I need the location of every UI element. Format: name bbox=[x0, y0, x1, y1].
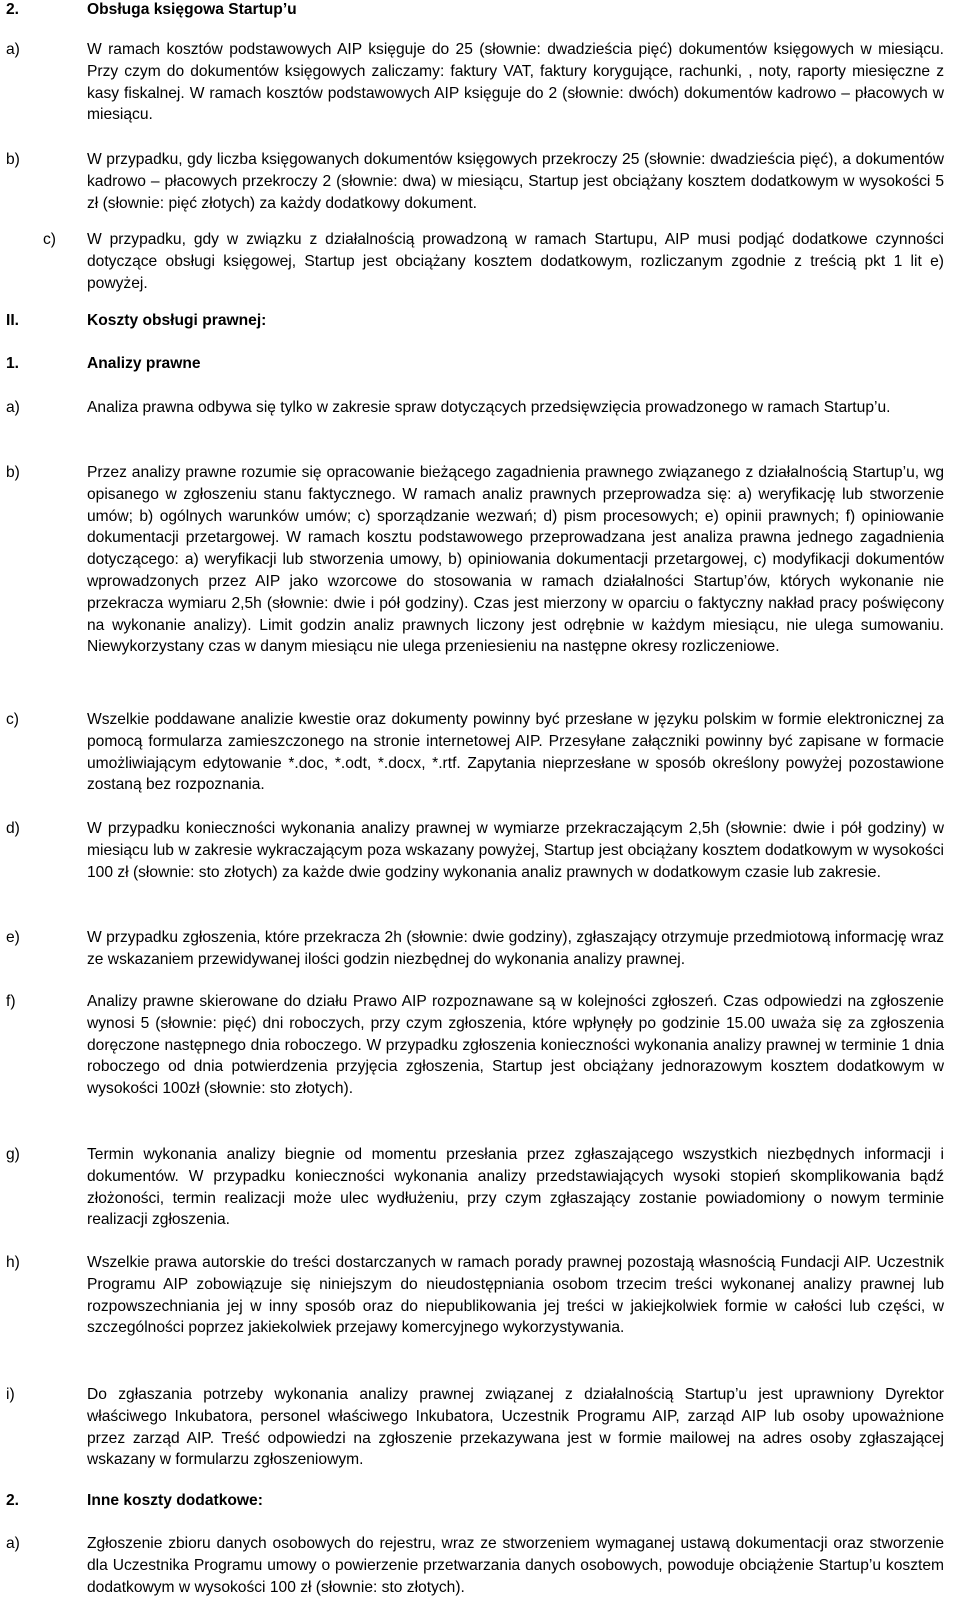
list-marker: a) bbox=[6, 1535, 20, 1552]
paragraph: Analiza prawna odbywa się tylko w zakresie spraw dotyczących przedsięwzięcia prowadzonego w ramach Startup’u. bbox=[87, 399, 891, 416]
paragraph: Do zgłaszania potrzeby wykonania analizy prawnej związanej z działalnością Startup’u jest uprawniony Dyrektor właściwego Inkubatora, personel właściwego Inkubatora, Uczestnik Programu AIP, zarząd AIP lub osoby upoważnione przez zarząd AIP. Treść odpowiedzi na zgłoszenie przekazywana jest w formie mailowej na adres osoby zgłaszającej wskazany w formularzu zgłoszeniowym. bbox=[87, 1386, 944, 1469]
list-marker: a) bbox=[6, 41, 20, 58]
paragraph: Analizy prawne skierowane do działu Prawo AIP rozpoznawane są w kolejności zgłoszeń. Czas odpowiedzi na zgłoszenie wynosi 5 (słownie: pięć) dni roboczych, przy czym zgłoszenia, które wpłynęły po godzinie 15.00 uważa się za zgłoszenia doręczone następnego dnia roboczego. W przypadku zgłoszenia konieczności wykonania analizy prawnej w terminie 1 dnia roboczego od dnia potwierdzenia przyjęcia zgłoszenia, Startup jest obciążany jednorazowym kosztem dodatkowym w wysokości 100zł (słownie: sto złotych). bbox=[87, 993, 944, 1098]
section-title: Koszty obsługi prawnej: bbox=[87, 312, 267, 329]
subsection-number: 2. bbox=[6, 1492, 20, 1509]
paragraph: W przypadku konieczności wykonania analizy prawnej w wymiarze przekraczającym 2,5h (słownie: dwie i pół godziny) w miesiącu lub w zakresie wykraczającym poza wskazany powyżej, Startup jest obciążany kosztem dodatkowym w wysokości 100 zł (słownie: sto złotych) za każde dwie godziny wykonania analiz prawnych w dodatkowym czasie lub zakresie. bbox=[87, 820, 944, 881]
paragraph: W ramach kosztów podstawowych AIP księguje do 25 (słownie: dwadzieścia pięć) dokumentów księgowych w miesiącu. Przy czym do dokumentów księgowych zaliczamy: faktury VAT, faktury korygujące, rachunki, , noty, raporty miesięczne z kasy fiskalnej. W ramach kosztów podstawowych AIP księguje do 2 (słownie: dwóch) dokumentów kadrowo – płacowych w miesiącu. bbox=[87, 41, 944, 124]
subsection-number: 1. bbox=[6, 355, 20, 372]
list-marker: c) bbox=[6, 711, 19, 728]
section-number: II. bbox=[6, 312, 19, 329]
list-marker: d) bbox=[6, 820, 20, 837]
section-number: 2. bbox=[6, 1, 20, 18]
list-marker: g) bbox=[6, 1146, 20, 1163]
list-marker: h) bbox=[6, 1254, 20, 1271]
section-title: Obsługa księgowa Startup’u bbox=[87, 1, 297, 18]
list-marker: c) bbox=[43, 231, 56, 248]
list-marker: a) bbox=[6, 399, 20, 416]
paragraph: W przypadku, gdy liczba księgowanych dokumentów księgowych przekroczy 25 (słownie: dwadzieścia pięć), a dokumentów kadrowo – płacowych przekroczy 2 (słownie: dwa) w miesiącu, Startup jest obciążany kosztem dodatkowym w wysokości 5 zł (słownie: pięć złotych) za każdy dodatkowy dokument. bbox=[87, 151, 944, 212]
list-marker: i) bbox=[6, 1386, 15, 1403]
paragraph: Wszelkie poddawane analizie kwestie oraz dokumenty powinny być przesłane w języku polskim w formie elektronicznej za pomocą formularza zamieszczonego na stronie internetowej AIP. Przesyłane załączniki powinny być zapisane w formacie umożliwiającym edytowanie *.doc, *.odt, *.docx, *.rtf. Zapytania nieprzesłane w sposób określony powyżej pozostawione zostaną bez rozpoznania. bbox=[87, 711, 944, 794]
paragraph: Przez analizy prawne rozumie się opracowanie bieżącego zagadnienia prawnego związanego z działalnością Startup’u, wg opisanego w zgłoszeniu stanu faktycznego. W ramach analiz prawnych przeprowadza się: a) weryfikację lub stworzenie umów; b) ogólnych warunków umów; c) sporządzanie wezwań; d) pism procesowych; e) opinii prawnych; f) opiniowanie dokumentacji przetargowej. W ramach kosztu podstawowego przeprowadzana jest analiza prawna jednego zagadnienia dotyczącego: a) weryfikacji lub stworzenia umowy, b) opiniowania dokumentacji przetargowej, c) modyfikacji dokumentów wprowadzonych przez AIP jako wzorcowe do stosowania w ramach działalności Startup’ów, których wykonanie nie przekracza wymiaru 2,5h (słownie: dwie i pół godziny). Czas jest mierzony w oparciu o faktyczny nakład pracy poświęcony na wykonanie analizy). Limit godzin analiz prawnych liczony jest odrębnie w każdym miesiącu, nie ulega sumowaniu. Niewykorzystany czas w danym miesiącu nie ulega przeniesieniu na następne okresy rozliczeniowe. bbox=[87, 464, 944, 656]
list-marker: b) bbox=[6, 151, 20, 168]
subsection-title: Analizy prawne bbox=[87, 355, 201, 372]
subsection-title: Inne koszty dodatkowe: bbox=[87, 1492, 263, 1509]
paragraph: W przypadku, gdy w związku z działalnością prowadzoną w ramach Startupu, AIP musi podjąć dodatkowe czynności dotyczące obsługi księgowej, Startup jest obciążany kosztem dodatkowym, rozliczanym zgodnie z treścią pkt 1 lit e) powyżej. bbox=[87, 231, 944, 292]
list-marker: f) bbox=[6, 993, 16, 1010]
paragraph: Wszelkie prawa autorskie do treści dostarczanych w ramach porady prawnej pozostają własnością Fundacji AIP. Uczestnik Programu AIP zobowiązuje się niniejszym do nieudostępniania osobom trzecim treści wykonanej analizy prawnej lub rozpowszechniania jej w inny sposób oraz do niepublikowania jej treści w jakiejkolwiek formie w całości lub części, w szczególności poprzez jakiekolwiek przejawy komercyjnego wykorzystywania. bbox=[87, 1254, 944, 1337]
paragraph: W przypadku zgłoszenia, które przekracza 2h (słownie: dwie godziny), zgłaszający otrzymuje przedmiotową informację wraz ze wskazaniem przewidywanej ilości godzin niezbędnej do wykonania analizy prawnej. bbox=[87, 929, 944, 968]
list-marker: e) bbox=[6, 929, 20, 946]
paragraph: Termin wykonania analizy biegnie od momentu przesłania przez zgłaszającego wszystkich niezbędnych informacji i dokumentów. W przypadku konieczności wykonania analizy przedstawiających wysoki stopień skomplikowania bądź złożoności, termin realizacji może ulec wydłużeniu, przy czym zgłaszający zostanie powiadomiony o nowym terminie realizacji zgłoszenia. bbox=[87, 1146, 944, 1229]
paragraph: Zgłoszenie zbioru danych osobowych do rejestru, wraz ze stworzeniem wymaganej ustawą dokumentacji oraz stworzenie dla Uczestnika Programu umowy o powierzenie przetwarzania danych osobowych, powoduje obciążenie Startup’u kosztem dodatkowym w wysokości 100 zł (słownie: sto złotych). bbox=[87, 1535, 944, 1596]
list-marker: b) bbox=[6, 464, 20, 481]
